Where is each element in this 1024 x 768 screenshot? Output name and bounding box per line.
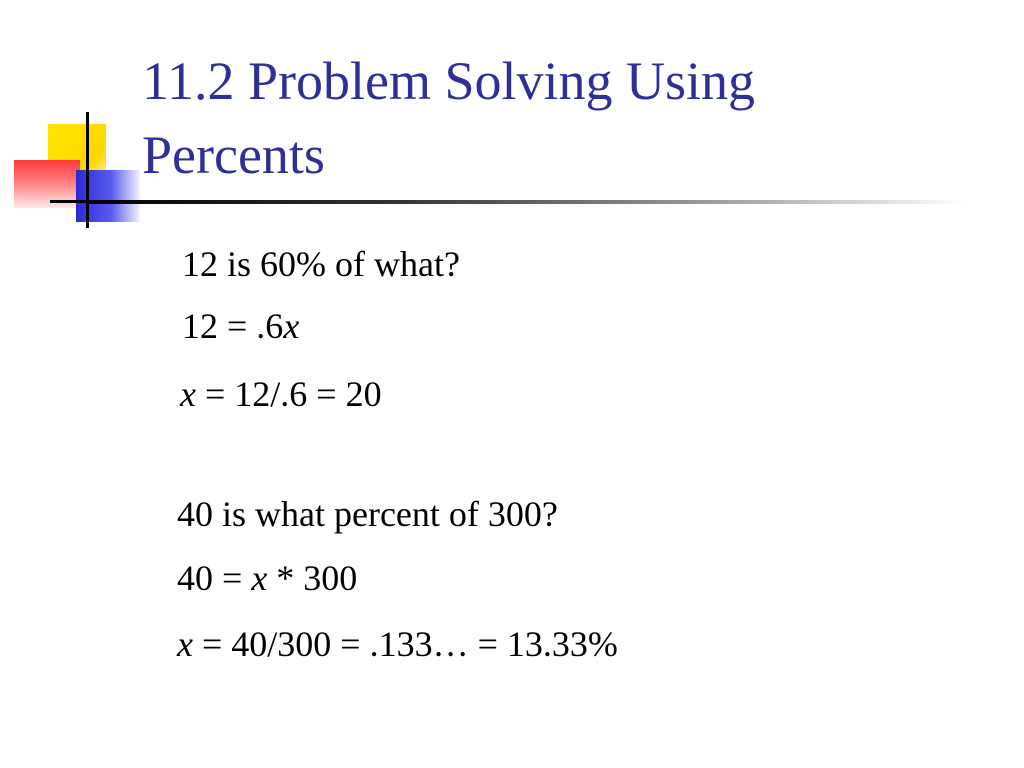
problem-2-equation-variable: x: [251, 558, 268, 598]
problem-1-question: 12 is 60% of what?: [182, 244, 460, 284]
problem-2-solution-variable: x: [177, 624, 193, 664]
problem-1-equation-prefix: 12 = .6: [182, 306, 284, 346]
slide-title-line-2: Percents: [142, 125, 325, 185]
problem-1-solution-variable: x: [180, 374, 196, 414]
slide-title-line-1: 11.2 Problem Solving Using: [142, 51, 756, 111]
problem-1-equation-variable: x: [283, 306, 300, 346]
problem-2-question: 40 is what percent of 300?: [177, 494, 558, 534]
problem-2-solution: [177, 622, 618, 666]
problem-2-equation-prefix: 40 =: [177, 558, 252, 598]
problem-1-solution: [180, 372, 382, 416]
problem-2-equation-suffix: * 300: [267, 558, 358, 598]
problem-1-equation: [182, 304, 299, 348]
problem-2-solution-rest: = 40/300 = .133… = 13.33%: [192, 624, 618, 664]
problem-1-solution-rest: = 12/.6 = 20: [195, 374, 382, 414]
problem-2-equation: [177, 556, 357, 600]
